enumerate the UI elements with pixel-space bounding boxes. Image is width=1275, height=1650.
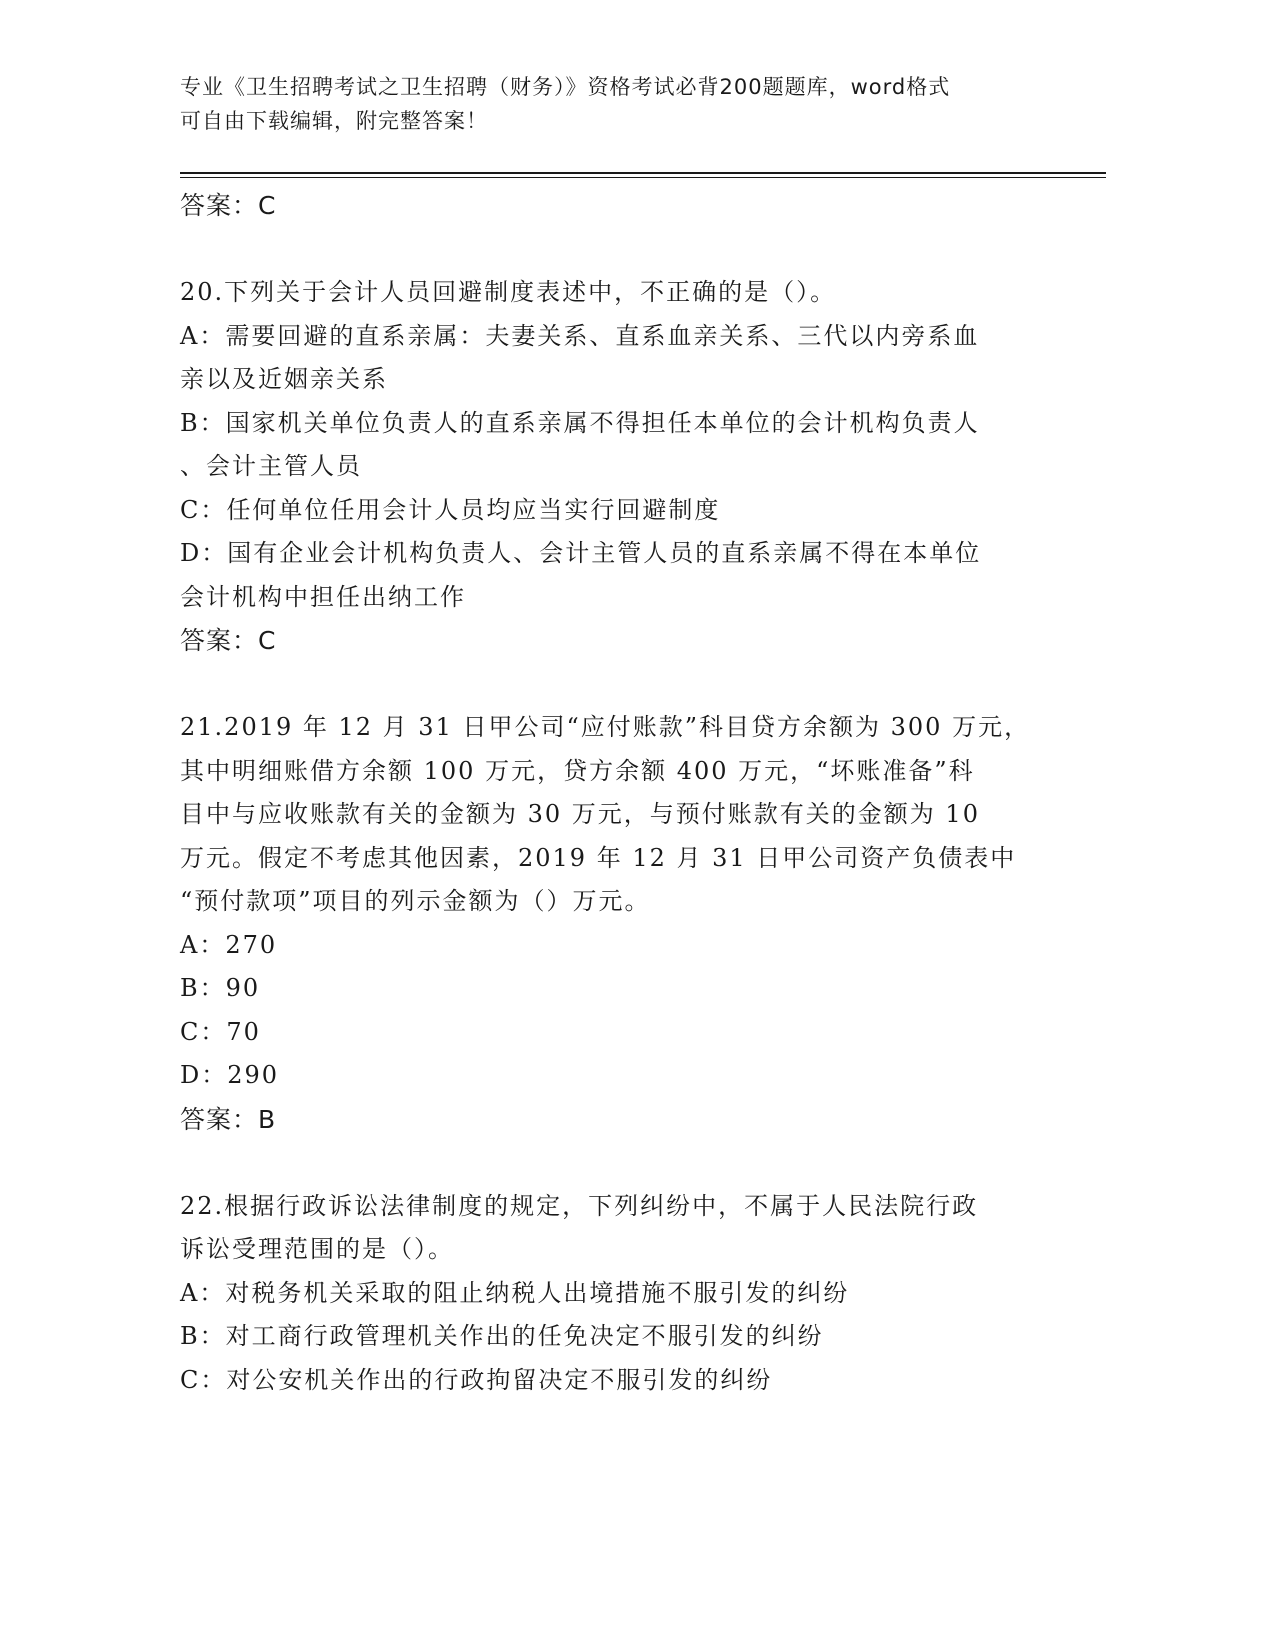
header-rule-thin [180,177,1106,178]
question-stem-continued: 目中与应收账款有关的金额为 30 万元，与预付账款有关的金额为 10 [180,800,980,828]
question-21 [180,706,1040,1141]
spacer [180,663,1040,707]
option-d: D：国有企业会计机构负责人、会计主管人员的直系亲属不得在本单位 [180,539,982,567]
option-b: B：90 [180,974,261,1002]
question-stem-continued: “预付款项”项目的列示金额为（）万元。 [180,887,651,915]
option-b: B：国家机关单位负责人的直系亲属不得担任本单位的会计机构负责人 [180,408,980,437]
option-a-continued: 亲以及近姻亲关系 [180,365,388,393]
spacer [180,1141,1040,1185]
answer-line: 答案：B [180,1104,277,1134]
question-22 [180,1185,1040,1403]
question-stem-continued: 万元。假定不考虑其他因素，2019 年 12 月 31 日甲公司资产负债表中 [180,843,1017,872]
option-c: C：对公安机关作出的行政拘留决定不服引发的纠纷 [180,1365,773,1394]
header-rule-thick [180,172,1106,174]
question-stem-continued: 诉讼受理范围的是（）。 [180,1235,454,1263]
option-a: A：270 [180,930,278,959]
spacer [180,228,1040,272]
option-b: B：对工商行政管理机关作出的任免决定不服引发的纠纷 [180,1322,824,1350]
question-stem-continued: 其中明细账借方余额 100 万元，贷方余额 400 万元，“坏账准备”科 [180,756,975,785]
option-a: A：对税务机关采取的阻止纳税人出境措施不服引发的纠纷 [180,1278,850,1307]
option-c: C：70 [180,1017,261,1046]
page-header [180,70,1040,138]
answer-line: 答案：C [180,626,277,655]
option-d-continued: 会计机构中担任出纳工作 [180,582,466,611]
document-body [180,184,1040,1402]
header-line-1: 专业《卫生招聘考试之卫生招聘（财务）》资格考试必背200题题库，word格式 [180,75,951,99]
question-stem: 22.根据行政诉讼法律制度的规定，下列纠纷中，不属于人民法院行政 [180,1191,979,1220]
option-c: C：任何单位任用会计人员均应当实行回避制度 [180,495,721,524]
option-a: A：需要回避的直系亲属：夫妻关系、直系血亲关系、三代以内旁系血 [180,321,980,350]
option-b-continued: 、会计主管人员 [180,452,362,480]
question-stem: 21.2019 年 12 月 31 日甲公司“应付账款”科目贷方余额为 300 万元， [180,713,1031,741]
question-stem: 20.下列关于会计人员回避制度表述中，不正确的是（）。 [180,278,837,306]
header-line-2: 可自由下载编辑，附完整答案！ [180,109,488,133]
answer-line: 答案：C [180,191,277,220]
question-20 [180,271,1040,663]
option-d: D：290 [180,1061,280,1089]
